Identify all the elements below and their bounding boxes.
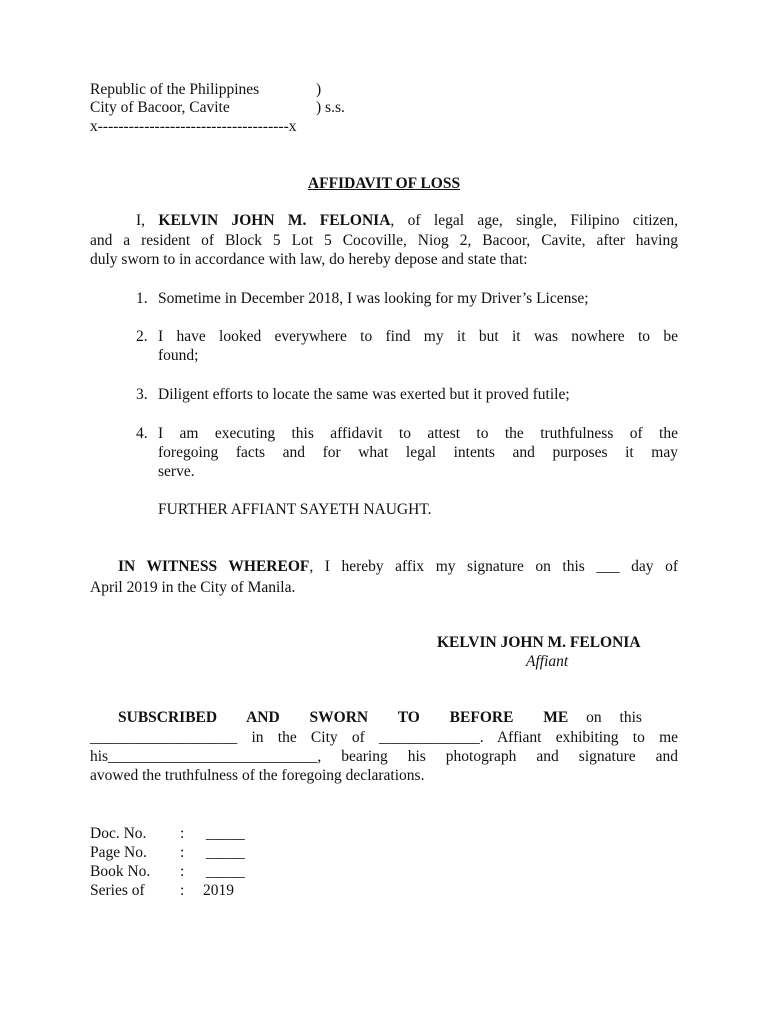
register-value: _____ [206,825,245,842]
item-line: foregoing facts and for what legal intents and purposes it may [158,444,678,461]
witness-line-2: April 2019 in the City of Manila. [90,579,296,596]
register-separator: : [180,825,185,842]
intro-line-2: and a resident of Block 5 Lot 5 Cocoville, Niog 2, Bacoor, Cavite, after having [90,232,678,249]
register-separator: : [180,844,185,861]
register-label: Book No. [90,863,151,880]
intro-line-1 [136,211,678,230]
item-line: I have looked everywhere to find my it but it was nowhere to be [158,328,678,345]
document-title: AFFIDAVIT OF LOSS [307,175,461,192]
item-line: serve. [158,463,195,480]
intro-suffix: , of legal age, single, Filipino citizen, [390,212,678,229]
register-separator: : [180,882,185,899]
register-label: Doc. No. [90,825,147,842]
witness-lead: IN WITNESS WHEREOF [118,558,310,575]
signature-name: KELVIN JOHN M. FELONIA [437,634,641,651]
register-separator: : [180,863,185,880]
jurat-line-3: his___________________________, bearing his photograph and signature and [90,748,678,765]
jurat-lead: SUBSCRIBED AND SWORN TO BEFORE ME [118,709,569,726]
register-label: Page No. [90,844,147,861]
register-label: Series of [90,882,145,899]
register-value: _____ [206,863,245,880]
further-affiant-statement: FURTHER AFFIANT SAYETH NAUGHT. [158,501,432,518]
intro-line-3: duly sworn to in accordance with law, do hereby depose and state that: [90,251,528,268]
item-line: I am executing this affidavit to attest to the truthfulness of the [158,425,678,442]
register-value: 2019 [203,882,234,899]
jurat-rest: on this [568,709,642,726]
signature-role: Affiant [526,653,569,670]
venue-city: City of Bacoor, Cavite [90,99,230,116]
witness-line-1 [118,557,678,576]
item-number: 2. [136,328,148,345]
register-value: _____ [206,844,245,861]
venue-line-2 [90,98,230,117]
jurat-line-4: avowed the truthfulness of the foregoing declarations. [90,767,425,784]
venue-country: Republic of the Philippines [90,81,260,98]
witness-rest: , I hereby affix my signature on this ___ day of [309,558,678,575]
item-number: 1. [136,290,148,307]
item-number: 4. [136,425,148,442]
item-number: 3. [136,386,148,403]
item-line: Diligent efforts to locate the same was exerted but it proved futile; [158,386,570,403]
intro-prefix: I, [136,212,159,229]
venue-mark-2: ) s.s. [316,99,345,116]
venue-mark-1: ) [316,81,322,98]
item-line: Sometime in December 2018, I was looking for my Driver’s License; [158,290,589,307]
item-line: found; [158,347,199,364]
venue-rule: x-------------------------------------x [90,118,297,135]
jurat-line-2: ___________________ in the City of _____________. Affiant exhibiting to me [90,729,678,746]
jurat-line-1 [118,708,678,727]
affiant-name-intro: KELVIN JOHN M. FELONIA [158,212,391,229]
venue-line-1 [90,80,259,99]
